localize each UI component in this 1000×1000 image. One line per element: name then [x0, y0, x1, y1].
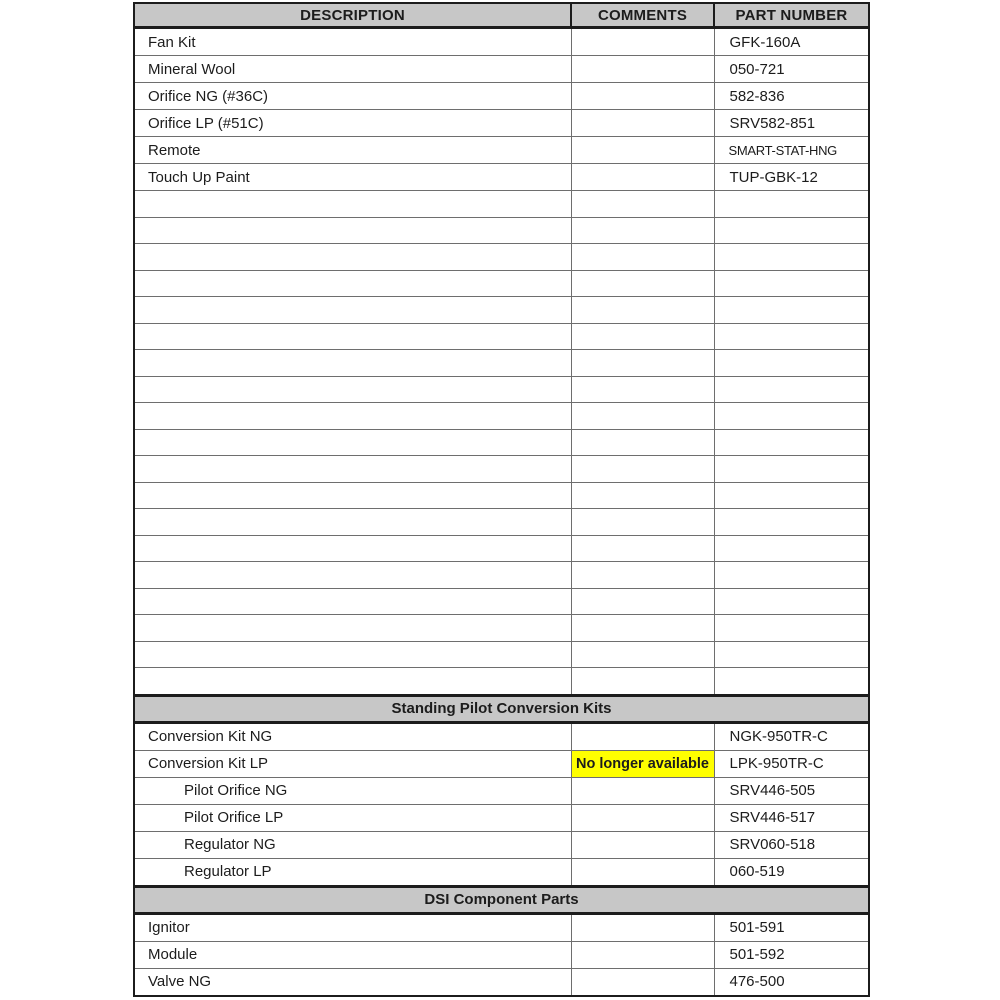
empty-row — [134, 270, 869, 297]
comments-cell — [571, 164, 714, 191]
description-cell: Conversion Kit LP — [134, 750, 571, 777]
empty-row — [134, 482, 869, 509]
comments-cell — [571, 941, 714, 968]
comments-cell — [571, 429, 714, 456]
table-row — [134, 968, 869, 996]
description-cell — [134, 615, 571, 642]
description-cell — [134, 429, 571, 456]
comments-cell — [571, 403, 714, 430]
description-cell — [134, 270, 571, 297]
part-number-cell — [714, 376, 869, 403]
comments-cell — [571, 722, 714, 750]
empty-row — [134, 297, 869, 324]
part-number-cell: 582-836 — [714, 83, 869, 110]
comments-cell — [571, 968, 714, 996]
empty-row — [134, 191, 869, 218]
description-cell: Valve NG — [134, 968, 571, 996]
part-number-cell: GFK-160A — [714, 28, 869, 56]
description-cell: Regulator NG — [134, 831, 571, 858]
description-cell: Conversion Kit NG — [134, 722, 571, 750]
comments-cell — [571, 804, 714, 831]
part-number-cell — [714, 482, 869, 509]
empty-row — [134, 509, 869, 536]
part-number-cell: TUP-GBK-12 — [714, 164, 869, 191]
part-number-cell: SRV582-851 — [714, 110, 869, 137]
part-number-cell — [714, 668, 869, 696]
part-number-cell — [714, 615, 869, 642]
description-cell: Pilot Orifice LP — [134, 804, 571, 831]
empty-row — [134, 668, 869, 696]
table-row — [134, 164, 869, 191]
table-row — [134, 28, 869, 56]
description-cell — [134, 244, 571, 271]
description-cell — [134, 588, 571, 615]
table-row — [134, 913, 869, 941]
parts-table — [133, 2, 870, 997]
table-row — [134, 777, 869, 804]
comments-cell — [571, 588, 714, 615]
description-cell — [134, 376, 571, 403]
description-cell: Module — [134, 941, 571, 968]
part-number-cell — [714, 588, 869, 615]
comments-cell — [571, 244, 714, 271]
description-cell — [134, 482, 571, 509]
empty-row — [134, 615, 869, 642]
comments-cell — [571, 376, 714, 403]
comments-cell — [571, 323, 714, 350]
part-number-cell — [714, 191, 869, 218]
comments-cell — [571, 270, 714, 297]
comments-cell — [571, 83, 714, 110]
comments-cell — [571, 482, 714, 509]
comments-cell — [571, 668, 714, 696]
description-cell — [134, 509, 571, 536]
table-row — [134, 110, 869, 137]
comments-cell — [571, 535, 714, 562]
header-part-number-cell: PART NUMBER — [714, 3, 869, 28]
table-body — [134, 28, 869, 996]
part-number-cell — [714, 641, 869, 668]
empty-row — [134, 588, 869, 615]
comments-cell — [571, 28, 714, 56]
part-number-cell: 501-591 — [714, 913, 869, 941]
description-cell: Orifice NG (#36C) — [134, 83, 571, 110]
part-number-cell — [714, 323, 869, 350]
description-cell — [134, 562, 571, 589]
comments-cell — [571, 641, 714, 668]
comments-cell — [571, 831, 714, 858]
comments-cell: No longer available — [571, 750, 714, 777]
header-description-cell: DESCRIPTION — [134, 3, 571, 28]
description-cell: Remote — [134, 137, 571, 164]
description-cell: Mineral Wool — [134, 56, 571, 83]
empty-row — [134, 535, 869, 562]
comments-cell — [571, 456, 714, 483]
table-row — [134, 137, 869, 164]
description-cell — [134, 535, 571, 562]
empty-row — [134, 376, 869, 403]
description-cell: Ignitor — [134, 913, 571, 941]
part-number-cell: 476-500 — [714, 968, 869, 996]
comments-cell — [571, 777, 714, 804]
description-cell — [134, 323, 571, 350]
description-cell: Regulator LP — [134, 858, 571, 886]
comments-cell — [571, 350, 714, 377]
description-cell — [134, 191, 571, 218]
part-number-cell: SMART-STAT-HNG — [714, 137, 869, 164]
part-number-cell: SRV446-517 — [714, 804, 869, 831]
part-number-cell — [714, 456, 869, 483]
header-comments-cell: COMMENTS — [571, 3, 714, 28]
part-number-cell: SRV060-518 — [714, 831, 869, 858]
part-number-cell — [714, 217, 869, 244]
part-number-cell — [714, 403, 869, 430]
empty-row — [134, 350, 869, 377]
part-number-cell: 050-721 — [714, 56, 869, 83]
description-cell — [134, 350, 571, 377]
empty-row — [134, 456, 869, 483]
description-cell: Pilot Orifice NG — [134, 777, 571, 804]
section-header-row — [134, 886, 869, 913]
comments-cell — [571, 137, 714, 164]
table-header — [134, 3, 869, 28]
section-header-row — [134, 695, 869, 722]
description-cell — [134, 668, 571, 696]
table-row — [134, 858, 869, 886]
part-number-cell: SRV446-505 — [714, 777, 869, 804]
table-row — [134, 831, 869, 858]
table-row — [134, 722, 869, 750]
comments-cell — [571, 615, 714, 642]
part-number-cell: 501-592 — [714, 941, 869, 968]
part-number-cell: LPK-950TR-C — [714, 750, 869, 777]
part-number-cell — [714, 297, 869, 324]
empty-row — [134, 562, 869, 589]
comments-cell — [571, 297, 714, 324]
section-title: DSI Component Parts — [134, 886, 869, 913]
description-cell: Fan Kit — [134, 28, 571, 56]
comments-cell — [571, 56, 714, 83]
header-row — [134, 3, 869, 28]
description-cell: Touch Up Paint — [134, 164, 571, 191]
part-number-cell — [714, 535, 869, 562]
comments-cell — [571, 562, 714, 589]
table-row — [134, 56, 869, 83]
part-number-cell — [714, 270, 869, 297]
part-number-cell — [714, 429, 869, 456]
empty-row — [134, 429, 869, 456]
empty-row — [134, 641, 869, 668]
empty-row — [134, 217, 869, 244]
table-row — [134, 750, 869, 777]
part-number-cell — [714, 562, 869, 589]
comments-cell — [571, 217, 714, 244]
comments-cell — [571, 191, 714, 218]
description-cell — [134, 456, 571, 483]
part-number-cell — [714, 509, 869, 536]
description-cell: Orifice LP (#51C) — [134, 110, 571, 137]
comments-cell — [571, 858, 714, 886]
description-cell — [134, 641, 571, 668]
empty-row — [134, 323, 869, 350]
comments-cell — [571, 913, 714, 941]
description-cell — [134, 403, 571, 430]
empty-row — [134, 244, 869, 271]
table-row — [134, 941, 869, 968]
part-number-cell — [714, 244, 869, 271]
empty-row — [134, 403, 869, 430]
part-number-cell — [714, 350, 869, 377]
part-number-cell: NGK-950TR-C — [714, 722, 869, 750]
comments-cell — [571, 110, 714, 137]
comments-cell — [571, 509, 714, 536]
description-cell — [134, 217, 571, 244]
table-row — [134, 804, 869, 831]
description-cell — [134, 297, 571, 324]
section-title: Standing Pilot Conversion Kits — [134, 695, 869, 722]
table-row — [134, 83, 869, 110]
part-number-cell: 060-519 — [714, 858, 869, 886]
